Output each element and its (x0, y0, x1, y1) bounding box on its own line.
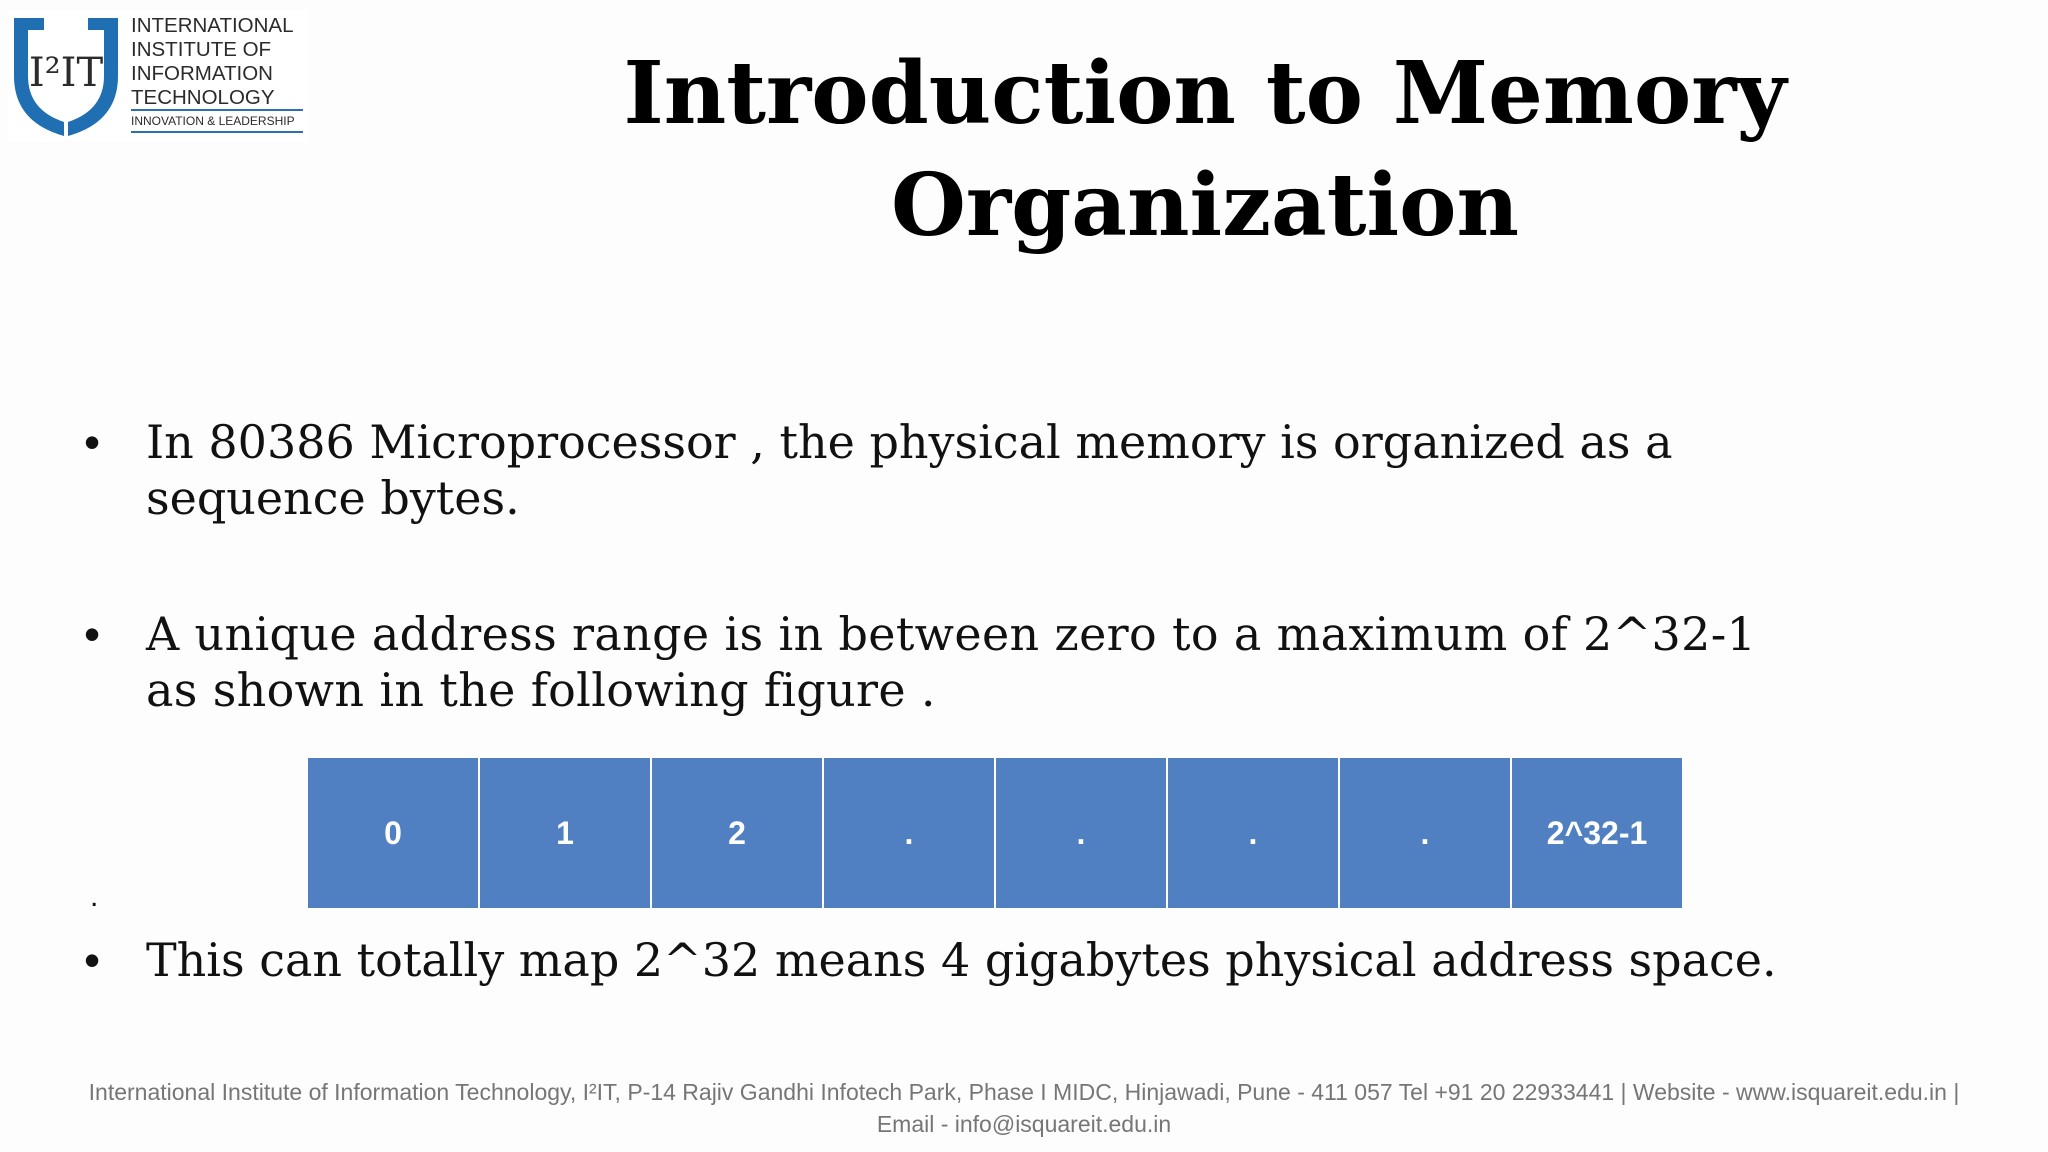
bullet-2-line-2: as shown in the following figure . (146, 663, 936, 717)
slide-title-line-1: Introduction to Memory (623, 43, 1787, 144)
bullet-1-line-1: In 80386 Microprocessor , the physical memory is organized as a (146, 415, 1673, 469)
memory-cell: 2 (652, 758, 824, 908)
bullet-text (146, 606, 1756, 718)
bullet-item-1 (84, 414, 1964, 526)
memory-cell: . (996, 758, 1168, 908)
bullet-symbol: • (84, 608, 101, 660)
bullet-item-2 (84, 606, 1964, 718)
slide-footer (40, 1076, 2008, 1140)
memory-cell: 2^32-1 (1512, 758, 1682, 908)
i2it-emblem-icon (8, 10, 128, 142)
bullet-item-3 (84, 932, 1964, 988)
institute-logo (8, 10, 308, 142)
footer-line-1: International Institute of Information Technology, I²IT, P-14 Rajiv Gandhi Infotech Park, Phase I MIDC, Hinjawadi, Pune - 411 057 Tel +91 20 22933441 | Website - www.isquareit.edu.in | (88, 1079, 1960, 1105)
bullet-1-line-2: sequence bytes. (146, 471, 520, 525)
logo-line-3: INFORMATION (131, 62, 273, 85)
logo-divider-bottom (131, 131, 303, 133)
slide-title (560, 38, 1850, 262)
bullet-text (146, 414, 1673, 526)
memory-cell: . (824, 758, 996, 908)
logo-mark-text: I²IT (28, 50, 104, 96)
logo-institute-name (131, 14, 294, 110)
memory-cell: 1 (480, 758, 652, 908)
slide-title-line-2: Organization (890, 155, 1520, 256)
footer-line-2: Email - info@isquareit.edu.in (876, 1111, 1172, 1137)
bullet-symbol: • (84, 934, 101, 986)
logo-line-2: INSTITUTE OF (131, 38, 272, 61)
memory-address-figure (308, 758, 1682, 908)
logo-line-1: INTERNATIONAL (131, 14, 294, 37)
bullet-symbol: • (84, 416, 101, 468)
bullet-3-line-1: This can totally map 2^32 means 4 gigabytes physical address space. (146, 933, 1777, 987)
stray-dot: . (90, 880, 99, 913)
logo-line-4: TECHNOLOGY (131, 86, 275, 109)
memory-cell: 0 (308, 758, 480, 908)
logo-divider (131, 109, 303, 111)
bullet-text (146, 932, 1777, 988)
logo-tagline: INNOVATION & LEADERSHIP (131, 114, 295, 128)
memory-cell: . (1168, 758, 1340, 908)
memory-cell: . (1340, 758, 1512, 908)
bullet-2-line-1: A unique address range is in between zero to a maximum of 2^32-1 (146, 607, 1757, 661)
